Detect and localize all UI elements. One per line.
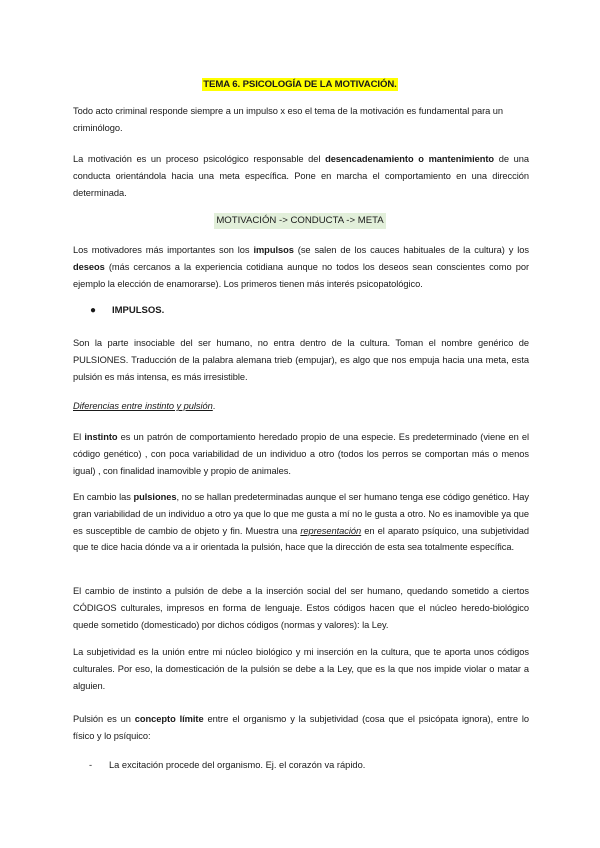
paragraph-intro-text: Todo acto criminal responde siempre a un impulso x eso el tema de la motivación es fundamental para un criminólogo. bbox=[73, 106, 504, 133]
title-container bbox=[0, 74, 600, 92]
schema-container bbox=[0, 210, 600, 229]
paragraph-subjetividad: La subjetividad es la unión entre mi núcleo biológico y mi inserción en la cultura, que te aporta unos códigos culturales. Por eso, la domesticación de la pulsión se debe a la Ley, que es la que nos impide violar o matar a alguien. bbox=[73, 647, 529, 691]
paragraph-cambio-instinto: El cambio de instinto a pulsión de debe a la inserción social del ser humano, quedando sometido a ciertos CÓDIGOS culturales, impresos en forma de lenguaje. Estos códigos hacen que el núcleo heredo-biológico quede sometido (domesticado) por dichos códigos (normas y valores): la Ley. bbox=[73, 586, 529, 630]
key-term-representacion: representación bbox=[300, 525, 362, 536]
subheading-differences: Diferencias entre instinto y pulsión. bbox=[73, 401, 216, 411]
paragraph-instinto: El instinto es un patrón de comportamiento heredado propio de una especie. Es predeterminado (viene en el código genético) , con poca variabilidad de un individuo a otro (todos los perros se comportan más o menos igual) , con finalidad inamovible y propio de animales. bbox=[73, 432, 530, 476]
paragraph-motivators: Los motivadores más importantes son los impulsos (se salen de los cauces habituales de la cultura) y los deseos (más cercanos a la experiencia cotidiana aunque no todos los deseos sean conscientes como por ejemplo la elección de enamorarse). Los primeros tienen más interés psicopatológico. bbox=[73, 245, 529, 289]
bullet-icon: ● bbox=[90, 305, 97, 316]
paragraph-impulsos: Son la parte insociable del ser humano, no entra dentro de la cultura. Toman el nombre genérico de PULSIONES. Traducción de la palabra alemana trieb (empujar), es algo que nos empuja hacia una meta, esta pulsión es más intensa, es más irresistible. bbox=[73, 338, 529, 382]
dash-marker: - bbox=[89, 760, 93, 770]
page-title: TEMA 6. PSICOLOGÍA DE LA MOTIVACIÓN. bbox=[203, 79, 397, 90]
paragraph-pulsiones: En cambio las pulsiones, no se hallan predeterminadas aunque el ser humano tenga ese código genético. Hay gran variabilidad de un individuo a otro ya que lo que me gusta a mí no le gusta a otro. No es inamovible ya que es susceptible de cambio de objeto y fin. Muestra una representación en el aparato psíquico, una subjetividad que te dice hacia dónde va a ir orientada la pulsión, hace que la dirección de esta sea totalmente específica. bbox=[73, 492, 529, 553]
list-item-text: La excitación procede del organismo. Ej. el corazón va rápido. bbox=[109, 760, 366, 770]
paragraph-intro bbox=[73, 103, 529, 137]
key-term-pulsiones: pulsiones bbox=[133, 492, 177, 502]
paragraph-motivation-definition: La motivación es un proceso psicológico responsable del desencadenamiento o mantenimiento de una conducta orientándola hacia una meta específica. Pone en marcha el comportamiento en una dirección determinada. bbox=[73, 154, 529, 198]
key-term-instinto: instinto bbox=[84, 432, 118, 442]
list-item bbox=[89, 757, 365, 773]
key-term-impulsos: impulsos bbox=[253, 245, 294, 255]
bullet-heading-impulsos bbox=[90, 303, 164, 319]
key-term-deseos: deseos bbox=[73, 261, 105, 272]
motivation-schema: MOTIVACIÓN -> CONDUCTA -> META bbox=[214, 213, 385, 229]
subheading-text: Diferencias entre instinto y pulsión bbox=[73, 401, 213, 411]
paragraph-concepto-limite: Pulsión es un concepto límite entre el organismo y la subjetividad (cosa que el psicópata ignora), entre lo físico y lo psíquico: bbox=[73, 714, 529, 741]
bullet-heading-label: IMPULSOS. bbox=[112, 305, 165, 316]
key-term-concepto-limite: concepto límite bbox=[134, 714, 204, 724]
key-term: desencadenamiento o mantenimiento bbox=[325, 154, 495, 164]
